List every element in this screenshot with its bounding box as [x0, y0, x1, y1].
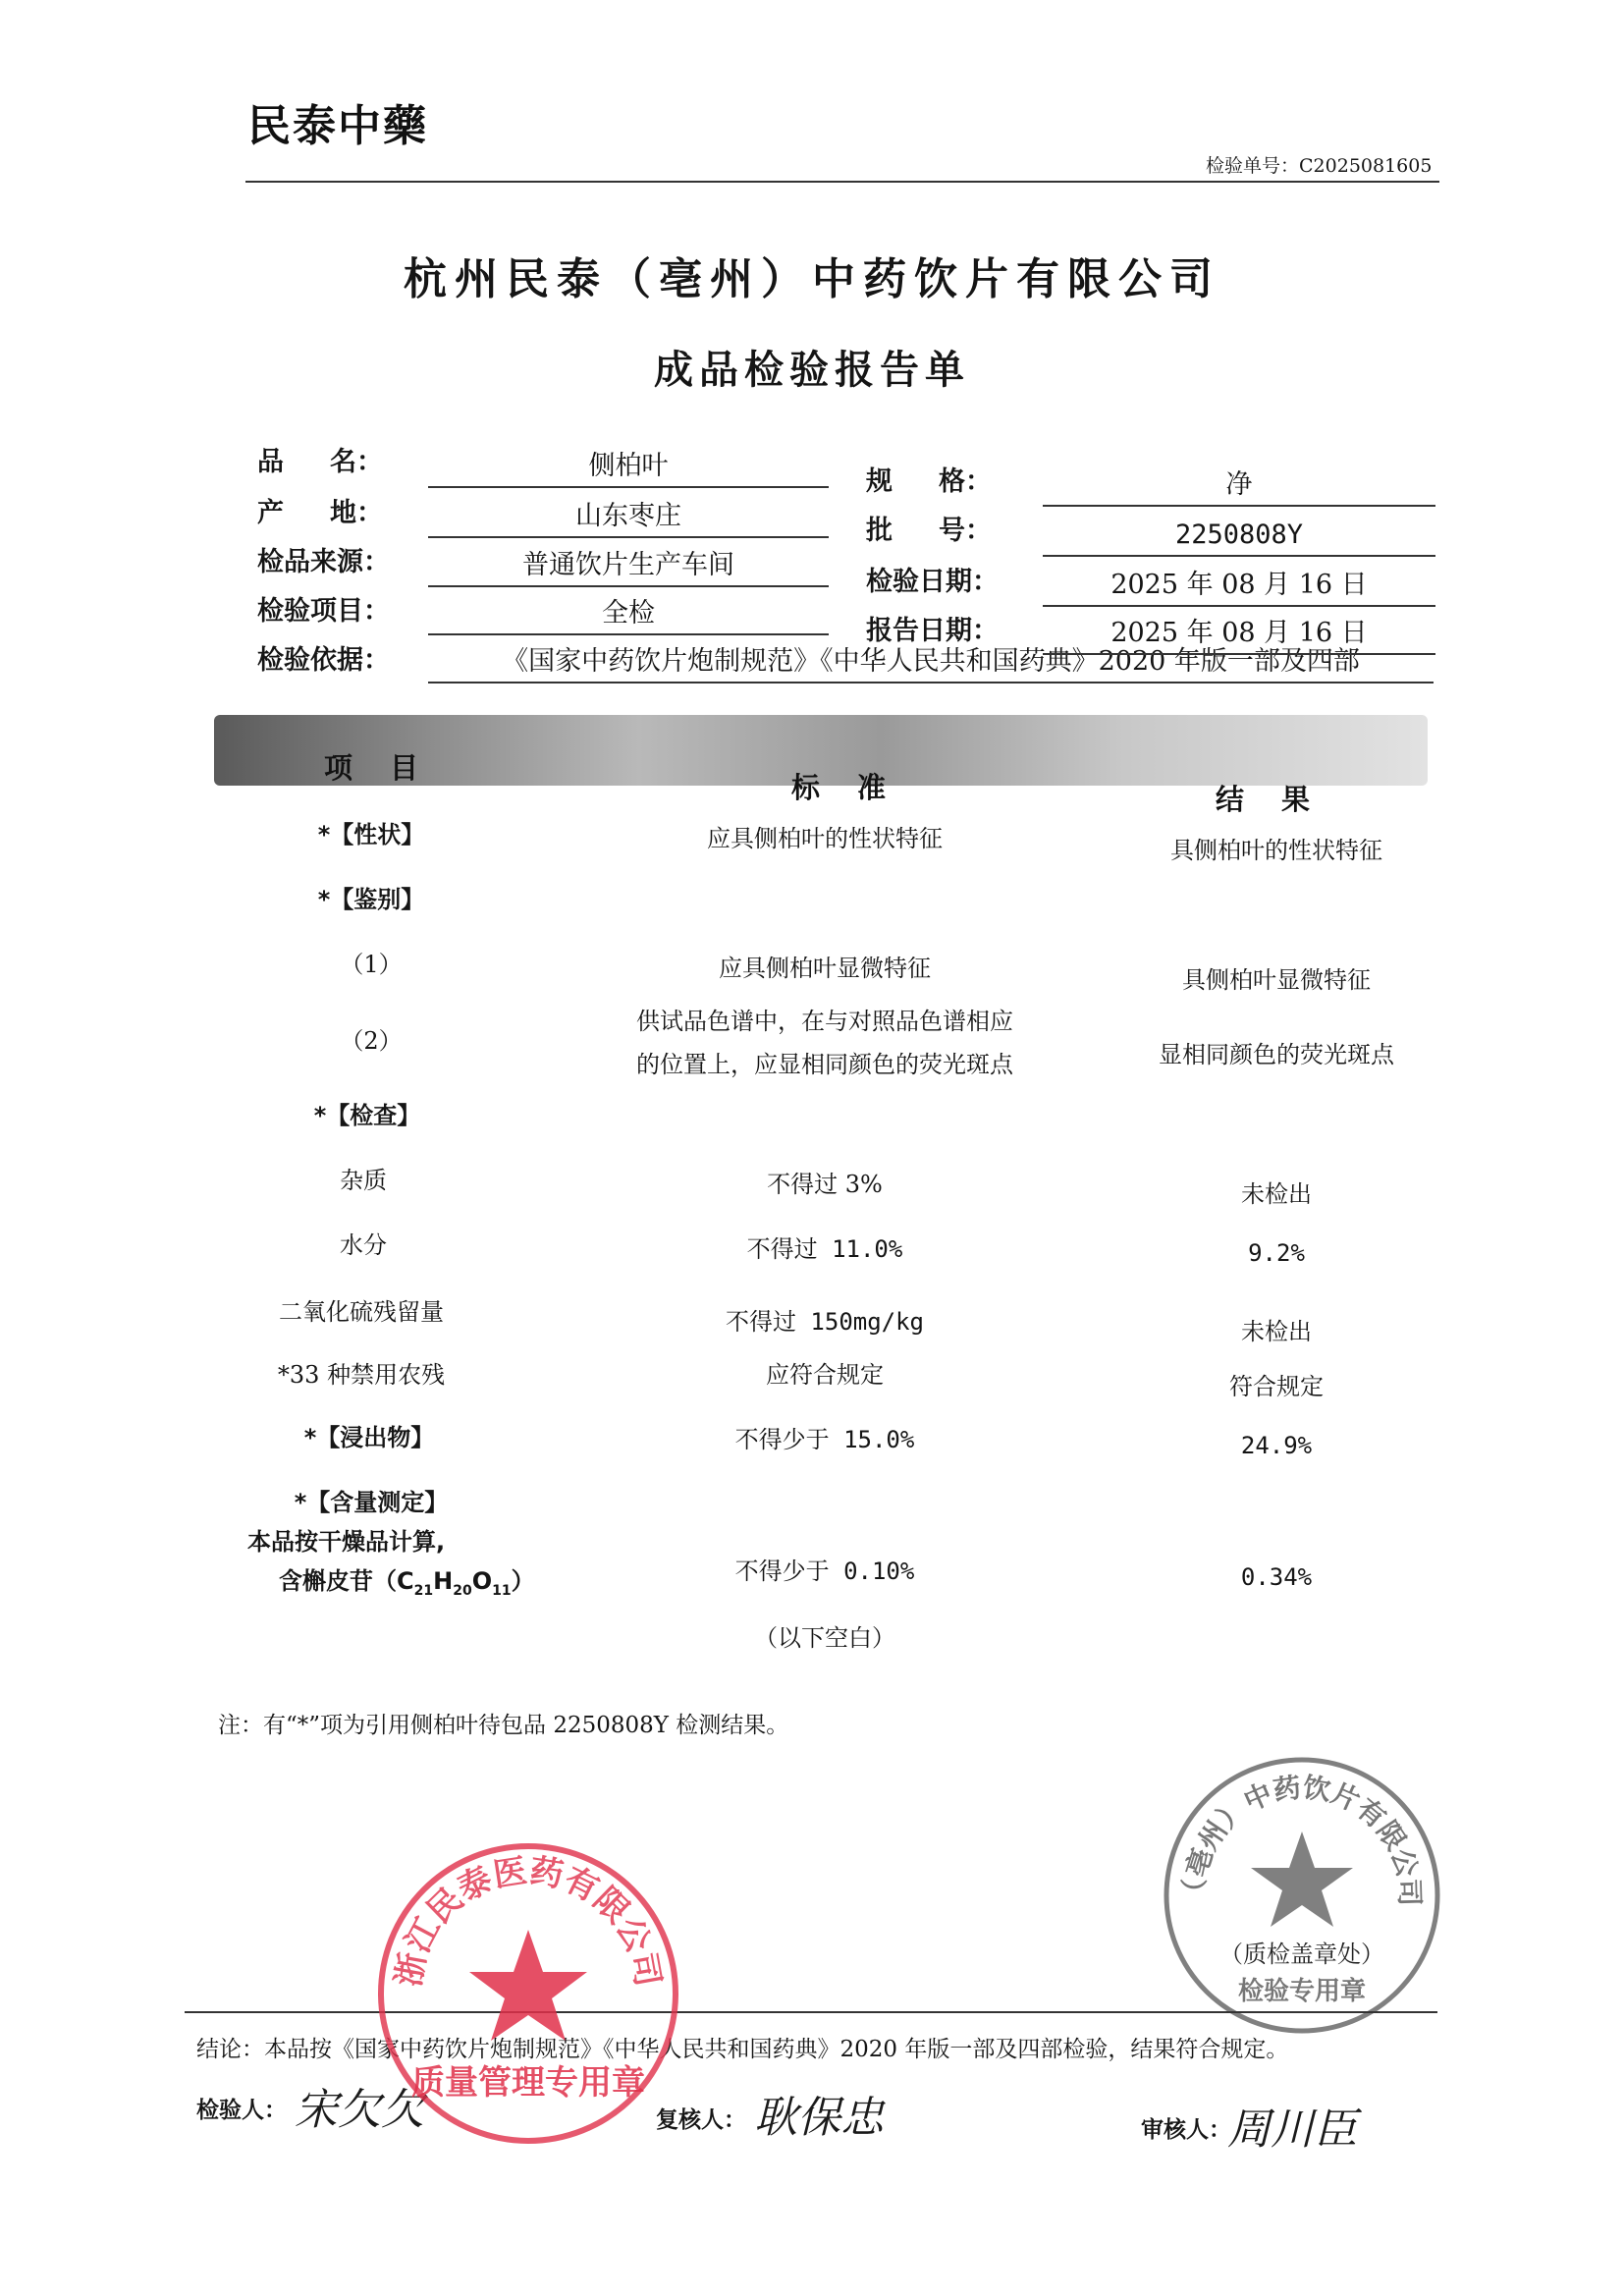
- basis-label: 检验依据：: [257, 645, 390, 676]
- report-title: 成品检验报告单: [654, 348, 970, 393]
- row-standard-line2: 的位置上，应显相同颜色的荧光斑点: [636, 1051, 1013, 1078]
- approver-label: 审核人：: [1141, 2117, 1231, 2143]
- company-logo: 民泰中藥: [247, 101, 428, 151]
- report-date-label: 报告日期：: [866, 616, 999, 646]
- inspector-signature: 宋欠欠: [295, 2085, 424, 2135]
- formula-h: H: [433, 1567, 454, 1595]
- row-result: 未检出: [1241, 1180, 1312, 1208]
- row-item: *【检查】: [313, 1102, 421, 1129]
- header-rule: [245, 181, 1439, 183]
- reviewer-signature: 耿保忠: [754, 2093, 884, 2143]
- source-label: 检品来源：: [257, 547, 390, 577]
- formula-prefix: 含槲皮苷（C: [279, 1567, 414, 1595]
- reviewer-label: 复核人：: [656, 2107, 746, 2133]
- doc-number-value: C2025081605: [1299, 155, 1433, 177]
- star-icon: [1251, 1831, 1353, 1927]
- row-result: 具侧柏叶显微特征: [1182, 966, 1371, 994]
- row-result: 未检出: [1241, 1318, 1312, 1345]
- formula-o: O: [471, 1567, 493, 1595]
- approver-signature: 周川臣: [1227, 2105, 1357, 2155]
- origin-value: 山东枣庄: [428, 497, 829, 538]
- company-name: 杭州民泰（亳州）中药饮片有限公司: [404, 254, 1220, 304]
- red-stamp-outer-text: 浙江民泰医药有限公司: [389, 1851, 668, 1990]
- row-standard: 不得过 3%: [767, 1171, 883, 1198]
- origin-label: [257, 491, 383, 529]
- row-standard: 应符合规定: [766, 1361, 884, 1389]
- test-date-label: 检验日期：: [866, 567, 999, 597]
- row-standard-line1: 供试品色谱中，在与对照品色谱相应: [636, 1008, 1013, 1035]
- items-value: 全检: [428, 594, 829, 635]
- spec-label: [866, 460, 992, 498]
- row-standard: 应具侧柏叶显微特征: [719, 955, 931, 982]
- row-item: *【鉴别】: [317, 886, 425, 913]
- formula-sub: 20: [453, 1582, 472, 1599]
- doc-number: [1206, 151, 1432, 178]
- header-standard: 标准: [791, 771, 924, 804]
- blank-below: （以下空白）: [754, 1624, 895, 1652]
- row-item: *【性状】: [317, 821, 425, 848]
- basis-value: 《国家中药饮片炮制规范》《中华人民共和国药典》2020 年版一部及四部: [428, 642, 1434, 683]
- inspection-stamp-graphic: [1155, 1748, 1449, 2043]
- formula-sub: 11: [492, 1582, 512, 1599]
- row-item: 杂质: [340, 1167, 387, 1194]
- source-value: 普通饮片生产车间: [428, 546, 829, 587]
- row-item: （1）: [340, 951, 403, 978]
- label-part: 格：: [939, 466, 992, 497]
- label-part: 品: [257, 447, 284, 477]
- label-part: 规: [866, 466, 893, 497]
- row-item: 二氧化硫残留量: [279, 1298, 444, 1326]
- header-item: 项目: [324, 751, 457, 785]
- quality-stamp: [371, 1836, 685, 2151]
- row-result: 符合规定: [1229, 1373, 1324, 1400]
- formula-suffix: ）: [511, 1567, 535, 1595]
- row-result: 24.9%: [1240, 1432, 1313, 1459]
- row-item-line2: [279, 1561, 535, 1599]
- batch-value: 2250808Y: [1043, 516, 1435, 557]
- report-date-value: 2025 年 08 月 16 日: [1043, 614, 1435, 655]
- inspector-label: 检验人：: [196, 2098, 287, 2123]
- row-standard: 不得少于 15.0%: [734, 1426, 915, 1453]
- gray-stamp-outer-text: （亳州）中药饮片有限公司: [1177, 1771, 1427, 1907]
- star-icon: [469, 1930, 587, 2041]
- product-name-label: [257, 440, 383, 478]
- items-label: 检验项目：: [257, 596, 390, 627]
- gray-stamp-caption: （质检盖章处）: [1219, 1941, 1384, 1968]
- doc-number-label: 检验单号：: [1206, 155, 1300, 177]
- row-standard: 应具侧柏叶的性状特征: [707, 825, 943, 852]
- row-standard: 不得少于 0.10%: [734, 1558, 915, 1585]
- batch-label: [866, 509, 992, 547]
- row-result: 具侧柏叶的性状特征: [1170, 837, 1382, 864]
- formula-sub: 21: [413, 1582, 434, 1599]
- row-item-line1: 本品按干燥品计算,: [247, 1528, 446, 1556]
- label-part: 地：: [330, 498, 383, 528]
- product-name-value: 侧柏叶: [428, 447, 829, 488]
- quality-stamp-graphic: [371, 1836, 685, 2151]
- label-part: 名：: [330, 447, 383, 477]
- gray-stamp-inner-text: 检验专用章: [1237, 1977, 1367, 2006]
- row-result: 0.34%: [1240, 1563, 1313, 1591]
- row-standard: 不得过 11.0%: [746, 1235, 903, 1263]
- row-standard: 不得过 150mg/kg: [725, 1308, 925, 1336]
- row-item: *【浸出物】: [303, 1424, 435, 1451]
- inspection-stamp: [1155, 1748, 1449, 2043]
- red-stamp-inner-text: 质量管理专用章: [411, 2063, 645, 2103]
- row-item: *【含量测定】: [294, 1489, 449, 1516]
- test-date-value: 2025 年 08 月 16 日: [1043, 566, 1435, 607]
- conclusion: 结论：本品按《国家中药饮片炮制规范》《中华人民共和国药典》2020 年版一部及四部检验，结果符合规定。: [196, 2037, 1289, 2062]
- row-item: 水分: [340, 1231, 387, 1259]
- row-result: 9.2%: [1248, 1239, 1305, 1267]
- label-part: 批: [866, 516, 893, 546]
- footnote: 注：有“*”项为引用侧柏叶待包品 2250808Y 检测结果。: [218, 1713, 789, 1738]
- label-part: 号：: [939, 516, 992, 546]
- label-part: 产: [257, 498, 284, 528]
- row-result: 显相同颜色的荧光斑点: [1159, 1041, 1394, 1068]
- row-item: *33 种禁用农残: [277, 1361, 446, 1389]
- header-result: 结果: [1216, 783, 1348, 816]
- row-item: （2）: [340, 1027, 403, 1055]
- spec-value: 净: [1043, 465, 1435, 507]
